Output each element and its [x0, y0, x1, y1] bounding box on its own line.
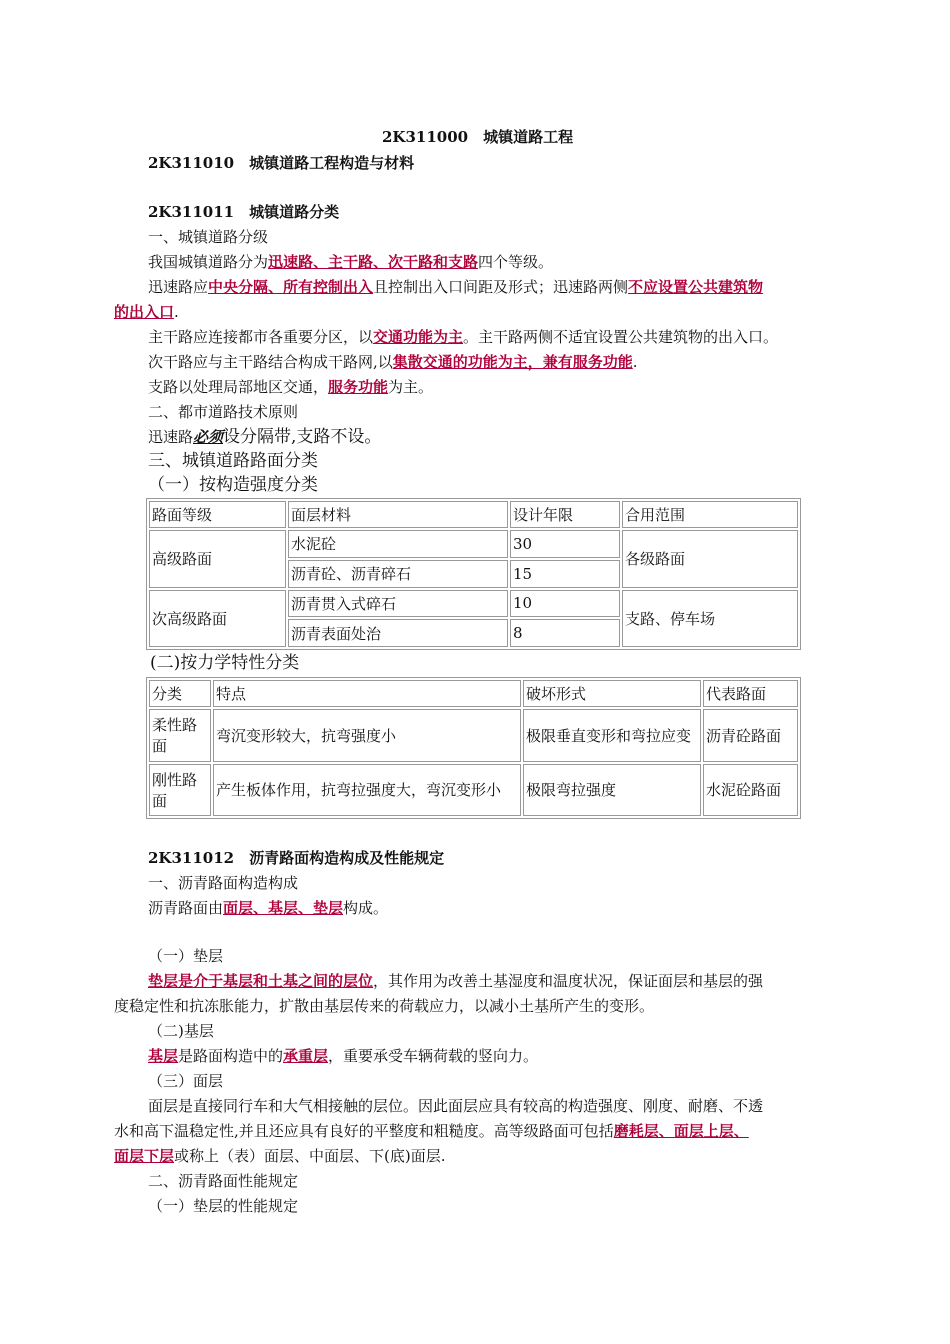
text: 。主干路两侧不适宜设置公共建筑物的出入口。: [463, 328, 779, 346]
table-cell: 15: [510, 560, 620, 588]
paragraph: [148, 377, 433, 397]
text: 主干路应连接都市各重要分区，以: [148, 328, 374, 346]
text: 我国城镇道路分为: [148, 253, 269, 271]
heading-composition: 一、沥青路面构造构成: [148, 874, 299, 892]
paragraph: [148, 252, 553, 272]
table-row: [149, 709, 798, 762]
subsection-heading: 2K311011 城镇道路分类: [148, 203, 340, 221]
emphasis: 必须: [193, 428, 224, 446]
table-cell: 沥青砼路面: [703, 709, 798, 762]
subsection-heading: 2K311012 沥青路面构造构成及性能规定: [148, 849, 445, 867]
heading-mechanics: (二)按力学特性分类: [150, 653, 300, 673]
table-cell: 高级路面: [149, 530, 286, 588]
table-cell: 8: [510, 619, 620, 647]
highlight: 基层: [148, 1047, 179, 1065]
paragraph: [148, 898, 388, 918]
heading-surface-layer: （三）面层: [148, 1072, 224, 1090]
highlight: 不应设置公共建筑物: [628, 278, 764, 296]
table-cell: 刚性路面: [149, 764, 211, 817]
heading-cushion-performance: （一）垫层的性能规定: [148, 1197, 299, 1215]
table-header: 合用范围: [622, 501, 798, 528]
text: 水和高下温稳定性,并且还应具有良好的平整度和粗糙度。高等级路面可包括: [114, 1122, 614, 1140]
table-header-row: [149, 680, 798, 707]
table-cell: 极限垂直变形和弯拉应变: [523, 709, 701, 762]
table-cell: 次高级路面: [149, 590, 286, 648]
table-row: [149, 530, 798, 558]
text: ，其作用为改善土基湿度和温度状况，保证面层和基层的强: [373, 972, 764, 990]
table-cell: 30: [510, 530, 620, 558]
table-cell: 产生板体作用，抗弯拉强度大，弯沉变形小: [213, 764, 521, 817]
paragraph: 面层是直接同行车和大气相接触的层位。因此面层应具有较高的构造强度、刚度、耐磨、不透: [148, 1097, 764, 1115]
highlight: 迅速路、主干路、次干路和支路: [268, 253, 479, 271]
table-cell: 10: [510, 590, 620, 618]
table-header: 代表路面: [703, 680, 798, 707]
text: 是路面构造中的: [178, 1047, 284, 1065]
highlight: 承重层: [283, 1047, 329, 1065]
highlight: 服务功能: [328, 378, 389, 396]
highlight: 垫层是介于基层和土基之间的层位: [148, 972, 374, 990]
table-cell: 水泥砼路面: [703, 764, 798, 817]
highlight: 集散交通的功能为主，兼有服务功能: [392, 353, 633, 371]
table-cell: 沥青砼、沥青碎石: [288, 560, 508, 588]
text: 设分隔带,支路不设。: [223, 427, 382, 447]
text: .: [632, 353, 638, 371]
table-header: 路面等级: [149, 501, 286, 528]
text: 迅速路应: [148, 278, 209, 296]
text: 迅速路: [148, 428, 194, 446]
heading-cushion: （一）垫层: [148, 947, 224, 965]
highlight: 中央分隔、所有控制出入: [208, 278, 374, 296]
text: 为主。: [388, 378, 434, 396]
table-cell: 弯沉变形较大，抗弯强度小: [213, 709, 521, 762]
table-cell: 柔性路面: [149, 709, 211, 762]
paragraph-continuation: [114, 1146, 446, 1166]
text: 沥青路面由: [148, 899, 224, 917]
table-cell: 沥青贯入式碎石: [288, 590, 508, 618]
heading-performance: 二、沥青路面性能规定: [148, 1172, 299, 1190]
strength-table: [146, 498, 801, 650]
heading-grade: 一、城镇道路分级: [148, 228, 269, 246]
table-cell: 极限弯拉强度: [523, 764, 701, 817]
paragraph: [148, 327, 778, 347]
paragraph: [148, 971, 763, 991]
text: ，重要承受车辆荷载的竖向力。: [328, 1047, 539, 1065]
text: 或称上（表）面层、中面层、下(底)面层.: [174, 1147, 446, 1165]
table-cell: 支路、停车场: [622, 590, 798, 648]
table-header: 特点: [213, 680, 521, 707]
text: 支路以处理局部地区交通，: [148, 378, 329, 396]
highlight: 的出入口: [114, 303, 175, 321]
table-header: 分类: [149, 680, 211, 707]
table-row: [149, 590, 798, 618]
text: 且控制出入口间距及形式；迅速路两侧: [373, 278, 629, 296]
highlight: 磨耗层、面层上层、: [613, 1122, 749, 1140]
heading-strength: （一）按构造强度分类: [148, 475, 318, 495]
table-header: 面层材料: [288, 501, 508, 528]
text: 构成。: [343, 899, 389, 917]
heading-base: （二)基层: [148, 1022, 214, 1040]
highlight: 面层下层: [114, 1147, 175, 1165]
paragraph-continuation: 度稳定性和抗冻胀能力，扩散由基层传来的荷载应力，以减小土基所产生的变形。: [114, 997, 655, 1015]
table-header: 设计年限: [510, 501, 620, 528]
highlight: 交通功能为主: [373, 328, 464, 346]
table-header-row: [149, 501, 798, 528]
paragraph: [148, 1046, 538, 1066]
paragraph: [148, 277, 763, 297]
mechanics-table: [146, 677, 801, 819]
section-heading: 2K311010 城镇道路工程构造与材料: [148, 154, 415, 172]
text: .: [174, 303, 179, 321]
table-row: [149, 764, 798, 817]
heading-principle: 二、都市道路技术原则: [148, 403, 299, 421]
paragraph: [148, 427, 381, 447]
table-cell: 沥青表面处治: [288, 619, 508, 647]
paragraph: [148, 352, 638, 372]
highlight: 面层、基层、垫层: [223, 899, 344, 917]
paragraph-continuation: [114, 302, 179, 322]
text: 次干路应与主干路结合构成干路网,以: [148, 353, 393, 371]
page-title: 2K311000 城镇道路工程: [382, 128, 574, 146]
table-cell: 各级路面: [622, 530, 798, 588]
table-cell: 水泥砼: [288, 530, 508, 558]
paragraph-continuation: [114, 1121, 749, 1141]
table-header: 破坏形式: [523, 680, 701, 707]
text: 四个等级。: [478, 253, 554, 271]
heading-surface: 三、城镇道路路面分类: [148, 451, 318, 471]
